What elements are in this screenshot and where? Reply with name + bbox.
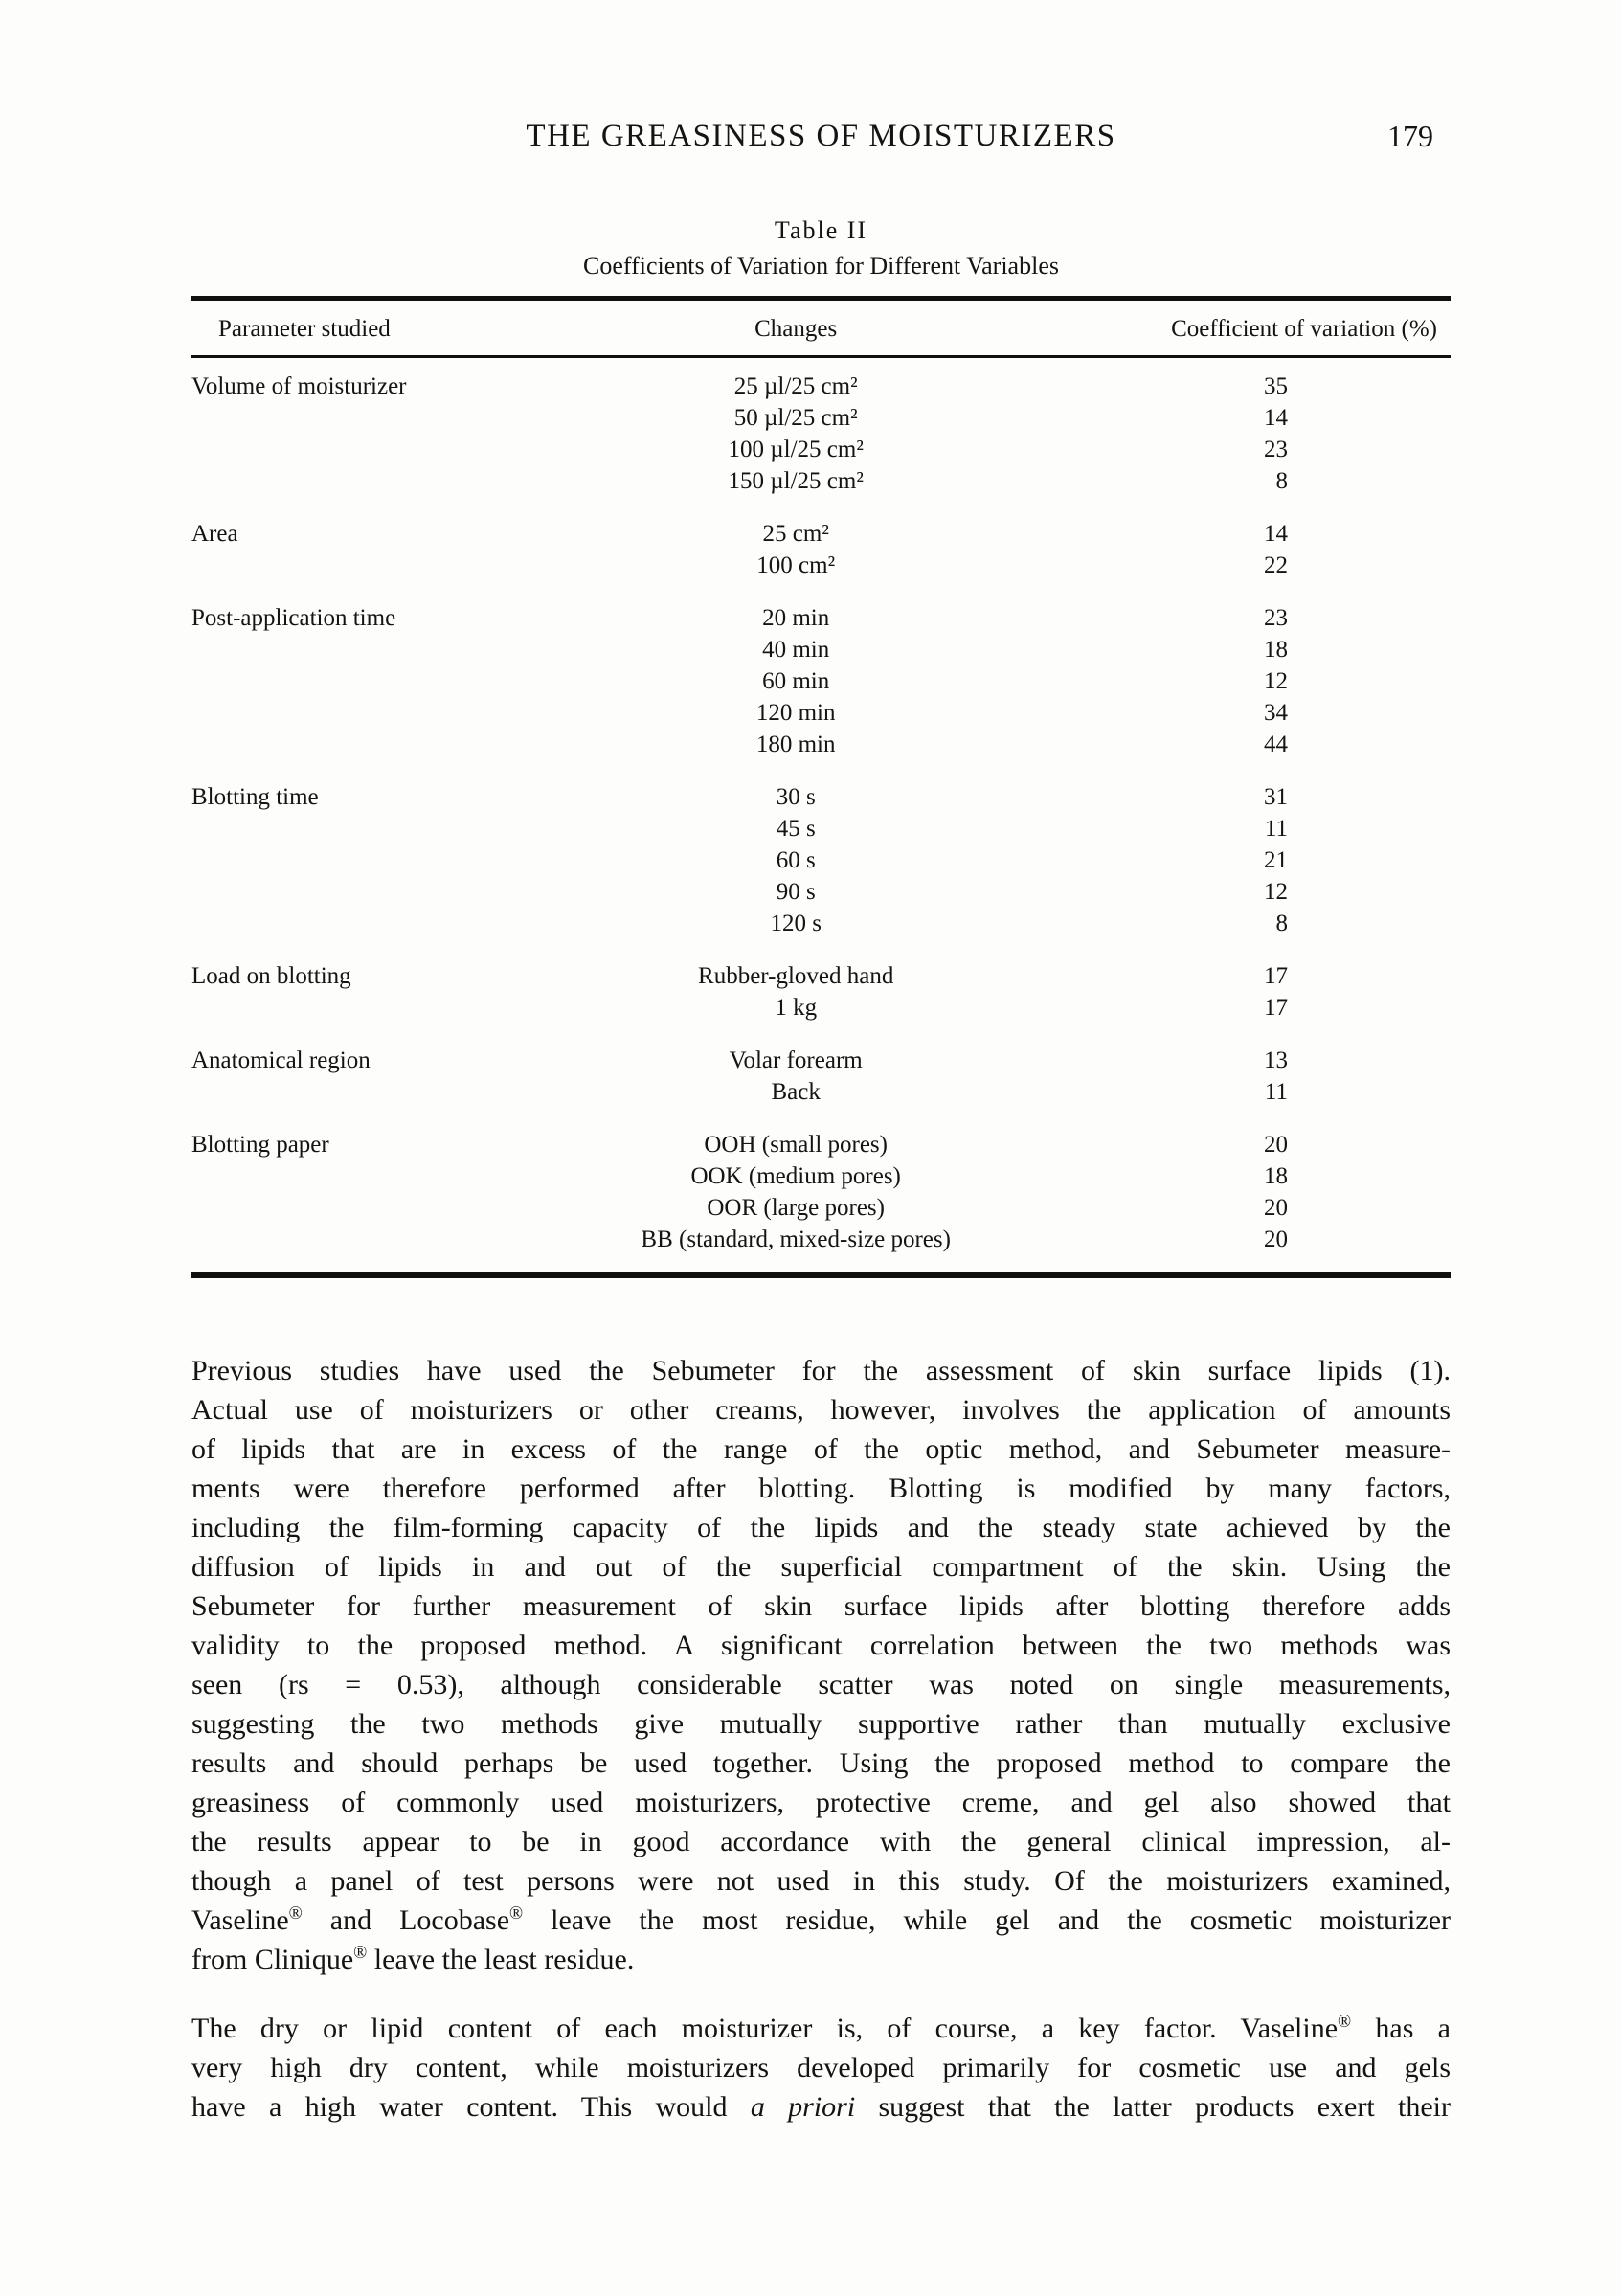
parameter-cell [191,665,556,697]
change-cell: 40 min [762,637,830,663]
column-header-changes: Changes [754,316,838,342]
table-body [191,358,1451,1272]
parameter-cell [191,992,556,1024]
cv-value-cell: 12 [1263,879,1288,905]
cv-value-cell: 11 [1264,816,1288,842]
parameter-cell: Area [191,521,238,547]
table-row [191,729,1451,760]
change-cell: OOR (large pores) [707,1195,885,1221]
parameter-cell: Post-application time [191,605,396,631]
text-line: Previous studies have used the Sebumeter for the assessment of skin surface lipids (1). [191,1355,1451,1386]
text-line: Sebumeter for further measurement of skin surface lipids after blotting therefore adds [191,1590,1451,1622]
table-row [191,697,1451,729]
cv-value-cell: 20 [1263,1227,1288,1252]
change-cell: 50 µl/25 cm² [733,405,858,431]
table-row [191,1192,1451,1224]
change-cell: Rubber-gloved hand [698,963,894,989]
table-caption-subtitle: Coefficients of Variation for Different Variables [583,252,1059,280]
change-cell: Volar forearm [729,1047,863,1073]
text-line: greasiness of commonly used moisturizers, protective creme, and gel also showed that [191,1787,1451,1818]
text-line: seen (rs = 0.53), although considerable scatter was noted on single measurements, [191,1669,1451,1700]
parameter-cell [191,876,556,908]
table-row [191,1224,1451,1255]
change-cell: 150 µl/25 cm² [728,468,864,494]
text-line: from Clinique® leave the least residue. [191,1943,635,1975]
registered-trademark-symbol: ® [353,1943,368,1963]
change-cell: Back [771,1079,821,1105]
column-header-cv: Coefficient of variation (%) [1171,316,1437,342]
table-row [191,960,1451,992]
cv-value-cell: 8 [1275,468,1288,494]
table-row [191,813,1451,844]
table-row [191,1129,1451,1160]
parameter-cell [191,634,556,665]
cv-value-cell: 18 [1263,637,1288,663]
registered-trademark-symbol: ® [288,1903,303,1924]
text-line: Actual use of moisturizers or other creams, however, involves the application of amounts [191,1394,1451,1426]
cv-value-cell: 17 [1263,995,1288,1021]
registered-trademark-symbol: ® [1338,2012,1352,2032]
table-row [191,465,1451,497]
cv-value-cell: 22 [1263,552,1288,578]
coefficients-table [191,296,1451,1278]
table-row [191,550,1451,581]
change-cell: 1 kg [775,995,818,1021]
running-head: THE GREASINESS OF MOISTURIZERS [526,119,1116,153]
text-line: including the film-forming capacity of the lipids and the steady state achieved by the [191,1512,1451,1543]
change-cell: OOH (small pores) [704,1132,888,1158]
text-line: very high dry content, while moisturizers developed primarily for cosmetic use and gels [191,2052,1451,2083]
parameter-cell [191,465,556,497]
table-row [191,402,1451,434]
change-cell: 100 µl/25 cm² [728,437,864,462]
cv-value-cell: 12 [1263,668,1288,694]
parameter-cell [191,697,556,729]
table-row [191,876,1451,908]
table-row [191,665,1451,697]
table-caption-title: Table II [774,216,868,244]
change-cell: 120 s [770,911,822,936]
cv-value-cell: 8 [1275,911,1288,936]
text-line: though a panel of test persons were not used in this study. Of the moisturizers examined, [191,1865,1451,1897]
cv-value-cell: 21 [1263,847,1288,873]
cv-value-cell: 14 [1263,521,1288,547]
change-cell: 25 µl/25 cm² [733,373,858,399]
paragraph [191,1351,1451,1979]
parameter-cell: Volume of moisturizer [191,373,407,399]
cv-value-cell: 23 [1263,437,1288,462]
cv-value-cell: 34 [1263,700,1288,726]
text-line: results and should perhaps be used together. Using the proposed method to compare the [191,1747,1451,1779]
change-cell: 45 s [776,816,816,842]
parameter-cell [191,434,556,465]
parameter-cell: Anatomical region [191,1047,371,1073]
cv-value-cell: 23 [1263,605,1288,631]
parameter-cell [191,1192,556,1224]
cv-value-cell: 11 [1264,1079,1288,1105]
cv-value-cell: 31 [1263,784,1288,810]
table-row [191,634,1451,665]
cv-value-cell: 20 [1263,1132,1288,1158]
parameter-cell [191,1224,556,1255]
table-row [191,518,1451,550]
table-row [191,1160,1451,1192]
parameter-cell: Load on blotting [191,963,351,989]
text-line: the results appear to be in good accordance with the general clinical impression, al- [191,1826,1451,1857]
page-header [191,119,1451,153]
parameter-cell: Blotting paper [191,1132,329,1158]
parameter-cell [191,908,556,939]
parameter-cell [191,550,556,581]
parameter-cell [191,729,556,760]
parameter-cell [191,402,556,434]
change-cell: OOK (medium pores) [690,1163,901,1189]
text-line: of lipids that are in excess of the range of the optic method, and Sebumeter measure- [191,1433,1451,1465]
cv-value-cell: 17 [1263,963,1288,989]
paragraph [191,2009,1451,2127]
text-line: ments were therefore performed after blotting. Blotting is modified by many factors, [191,1473,1451,1504]
cv-value-cell: 20 [1263,1195,1288,1221]
cv-value-cell: 35 [1263,373,1288,399]
text-line: have a high water content. This would a priori suggest that the latter products exert their [191,2091,1451,2123]
cv-value-cell: 13 [1263,1047,1288,1073]
page-number: 179 [1387,119,1433,153]
text-line: diffusion of lipids in and out of the superficial compartment of the skin. Using the [191,1551,1451,1583]
parameter-cell [191,1160,556,1192]
parameter-cell [191,844,556,876]
change-cell: 180 min [755,732,836,757]
change-cell: BB (standard, mixed-size pores) [641,1227,951,1252]
change-cell: 100 cm² [756,552,836,578]
cv-value-cell: 18 [1263,1163,1288,1189]
change-cell: 120 min [755,700,836,726]
table-header-row [191,301,1451,358]
table-row [191,908,1451,939]
body-text [191,1351,1451,2127]
text-line: Vaseline® and Locobase® leave the most residue, while gel and the cosmetic moisturizer [191,1903,1451,1936]
change-cell: 90 s [776,879,816,905]
change-cell: 60 s [776,847,816,873]
change-cell: 20 min [762,605,830,631]
cv-value-cell: 44 [1263,732,1288,757]
column-header-parameter: Parameter studied [218,316,391,342]
change-cell: 60 min [762,668,830,694]
registered-trademark-symbol: ® [509,1903,524,1924]
text-line: The dry or lipid content of each moisturizer is, of course, a key factor. Vaseline® has a [191,2012,1451,2044]
parameter-cell [191,1076,556,1108]
cv-value-cell: 14 [1263,405,1288,431]
table-row [191,1076,1451,1108]
text-line: validity to the proposed method. A significant correlation between the two methods was [191,1630,1451,1661]
table-row [191,371,1451,402]
parameter-cell: Blotting time [191,784,319,810]
italic-text: a priori [750,2091,856,2123]
table-row [191,781,1451,813]
change-cell: 30 s [776,784,816,810]
change-cell: 25 cm² [762,521,829,547]
parameter-cell [191,813,556,844]
table-row [191,1045,1451,1076]
table-row [191,992,1451,1024]
table-row [191,602,1451,634]
text-line: suggesting the two methods give mutually supportive rather than mutually exclusive [191,1708,1451,1740]
table-row [191,434,1451,465]
table-row [191,844,1451,876]
